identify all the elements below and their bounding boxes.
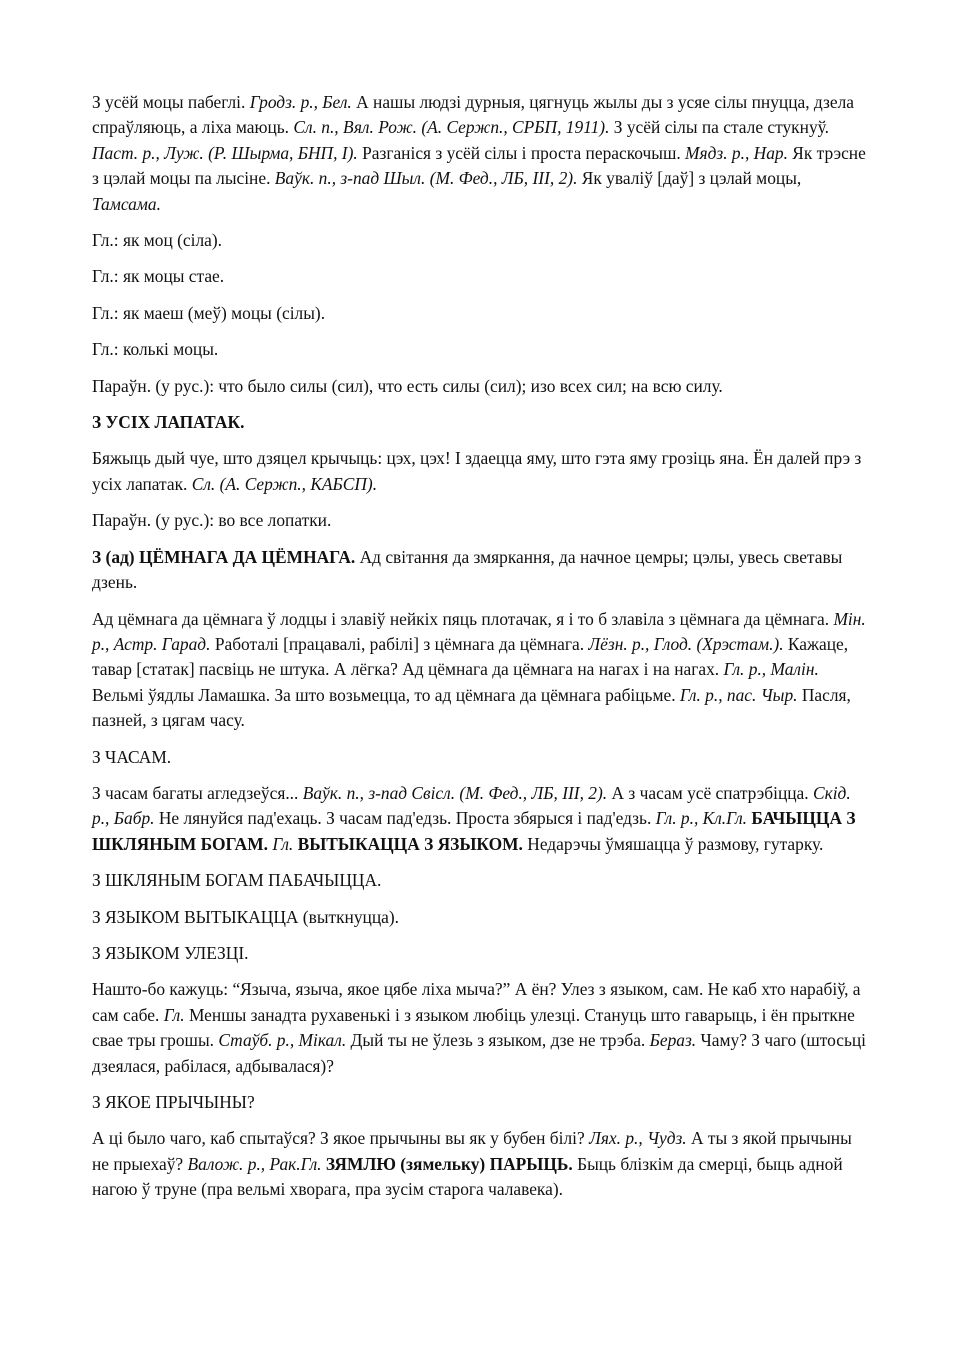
body-text: З усёй сілы па стале стукнуў. — [609, 117, 829, 138]
body-text: Кажаце, тавар [статак] пасвіць не штука. А лёгка? Ад цёмнага да цёмнага на нагах і на нагах. — [92, 633, 849, 680]
body-text: Не лянуйся пад'ехаць. З часам пад'едзь. Проста збярыся і пад'едзь. — [154, 808, 656, 829]
reference-note — [92, 301, 868, 326]
document-page — [92, 90, 868, 1214]
body-text: Гл.: як маеш (меў) моцы (сілы). — [92, 302, 326, 323]
entry-headword — [92, 1090, 868, 1115]
example-paragraph — [92, 781, 868, 857]
body-text: Бяжыць дый чуе, што дзяцел крычыць: цэх, цэх! І здаецца яму, што гэта яму грозіць яна. Ён далей прэ з усіх лапатак. — [92, 448, 862, 494]
entry-headword — [92, 868, 868, 893]
source-citation: Гл. — [163, 1004, 185, 1025]
body-text: З ЯКОЕ ПРЫЧЫНЫ? — [92, 1092, 255, 1112]
body-text: Недарэчы ўмяшацца ў размову, гутарку. — [522, 833, 824, 854]
reference-note — [92, 508, 868, 533]
source-citation: Гл. р., Малін. — [723, 659, 819, 680]
body-text: Чаму? З чаго (штосьці дзеялася, рабілася, адбывалася)? — [92, 1030, 867, 1076]
source-citation: Скід. р., Бабр. — [92, 782, 851, 829]
body-text: З ШКЛЯНЫМ БОГАМ ПАБАЧЫЦЦА. — [92, 870, 382, 891]
headword-text: ЗЯМЛЮ (зямельку) ПАРЫЦЬ. — [321, 1153, 573, 1174]
source-citation: Мін. р., Астр. Гарад. — [92, 608, 866, 654]
body-text: З ЧАСАМ. — [92, 746, 172, 767]
body-text: Гл.: як моцы стае. — [92, 266, 225, 287]
source-citation: Сл. (А. Сержп., КАБСП). — [191, 473, 378, 494]
source-citation: Тамсама. — [92, 193, 161, 214]
example-paragraph — [92, 607, 868, 734]
example-paragraph — [92, 90, 868, 217]
source-citation: Ваўк. п., з-пад Свісл. (М. Фед., ЛБ, III, 2). — [302, 782, 608, 803]
source-citation: Стаўб. р., Мікал. — [218, 1030, 347, 1051]
body-text: Гл.: колькі моцы. — [92, 339, 219, 360]
body-text: Ад світання да змяркання, да начное цемры; цэлы, увесь светавы дзень. — [92, 546, 843, 593]
source-citation: Гл. р., Кл.Гл. — [655, 808, 748, 829]
source-citation: Лях. р., Чудз. — [589, 1128, 687, 1149]
body-text: Дый ты не ўлезь з языком, дзе не трэба. — [346, 1030, 650, 1051]
body-text: Разганіся з усёй сілы і проста пераскочыш. — [357, 142, 686, 163]
body-text: А нашы людзі дурныя, цягнуць жылы ды з усяе сілы пнуцца, дзела спраўляюць, а ліха маюць. — [92, 92, 854, 138]
source-citation: Сл. п., Вял. Рож. (А. Сержп., СРБП, 1911). — [293, 117, 610, 138]
body-text: Параўн. (у рус.): во все лопатки. — [92, 510, 332, 531]
body-text: Быць блізкім да смерці, быць адной нагою ў труне (пра вельмі хворага, пра зусім старога чалавека). — [92, 1153, 843, 1200]
example-paragraph — [92, 977, 868, 1079]
source-citation: Валож. р., Рак.Гл. — [187, 1153, 322, 1174]
body-text: Гл.: як моц (сіла). — [92, 230, 222, 251]
entry-headword — [92, 545, 868, 596]
source-citation: Гл. р., пас. Чыр. — [679, 684, 798, 705]
source-citation: Гродз. р., Бел. — [249, 92, 352, 112]
body-text: Нашто-бо кажуць: “Язычa, язычa, якое цябе ліха мыча?” А ён? Улез з языком, сам. Не каб хто нарабіў, а сам сабе. — [92, 979, 861, 1025]
body-text: Параўн. (у рус.): что было силы (сил), что есть силы (сил); изо всех сил; на всю силу. — [92, 375, 723, 396]
entry-headword — [92, 905, 868, 930]
source-citation: Гл. — [272, 833, 294, 854]
example-paragraph — [92, 446, 868, 497]
body-text: З ЯЗЫКОМ ВЫТЫКАЦЦА (выткнуцца). — [92, 906, 400, 927]
source-citation: Ваўк. п., з-пад Шыл. (М. Фед., ЛБ, III, 2). — [274, 168, 578, 189]
example-paragraph — [92, 1126, 868, 1202]
entry-headword — [92, 410, 868, 435]
body-text: А ці было чаго, каб спытаўся? З якое прычыны вы як у бубен білі? — [92, 1128, 590, 1149]
headword-text: ВЫТЫКАЦЦА З ЯЗЫКОМ. — [293, 833, 523, 854]
body-text: Работалі [працавалі, рабілі] з цёмнага да цёмнага. — [210, 633, 589, 654]
source-citation: Бераз. — [649, 1030, 697, 1051]
source-citation: Мядз. р., Нар. — [685, 142, 788, 163]
body-text: А ты з якой прычыны не прыехаў? — [92, 1128, 852, 1174]
headword-text: З (ад) ЦЁМНАГА ДА ЦЁМНАГА. — [92, 546, 356, 567]
body-text: Як уваліў [даў] з цэлай моцы, — [577, 168, 802, 189]
body-text: Вельмі ўядлы Ламашка. За што возьмецца, то ад цёмнага да цёмнага рабіцьме. — [92, 684, 680, 705]
body-text: З часам багаты агледзеўся... — [92, 782, 303, 803]
reference-note — [92, 264, 868, 289]
reference-note — [92, 228, 868, 253]
body-text: Меншы занадта рухавенькі і з языком любіць улезці. Стануць што гаварыць, і ён прыткне свае тры грошы. — [92, 1004, 855, 1051]
headword-text: БАЧЫЦЦА З ШКЛЯНЫМ БОГАМ. — [92, 808, 856, 854]
body-text: З ЯЗЫКОМ УЛЕЗЦІ. — [92, 942, 249, 963]
body-text: З усёй моцы пабеглі. — [92, 92, 250, 112]
entry-headword — [92, 941, 868, 966]
reference-note — [92, 374, 868, 399]
entry-headword — [92, 745, 868, 770]
body-text: А з часам усё спатрэбіцца. — [607, 782, 813, 803]
reference-note — [92, 337, 868, 362]
headword-text: З УСІХ ЛАПАТАК. — [92, 412, 245, 433]
source-citation: Паст. р., Луж. (Р. Шырма, БНП, I). — [92, 142, 358, 163]
body-text: Ад цёмнага да цёмнага ў лодцы і злавіў нейкіх пяць плотачак, я і то б злавіла з цёмнага да цёмнага. — [92, 608, 834, 629]
source-citation: Лёзн. р., Глод. (Хрэстам.). — [588, 633, 784, 654]
body-text: Як трэсне з цэлай моцы па лысіне. — [92, 142, 866, 189]
body-text: Пасля, пазней, з цягам часу. — [92, 684, 851, 731]
